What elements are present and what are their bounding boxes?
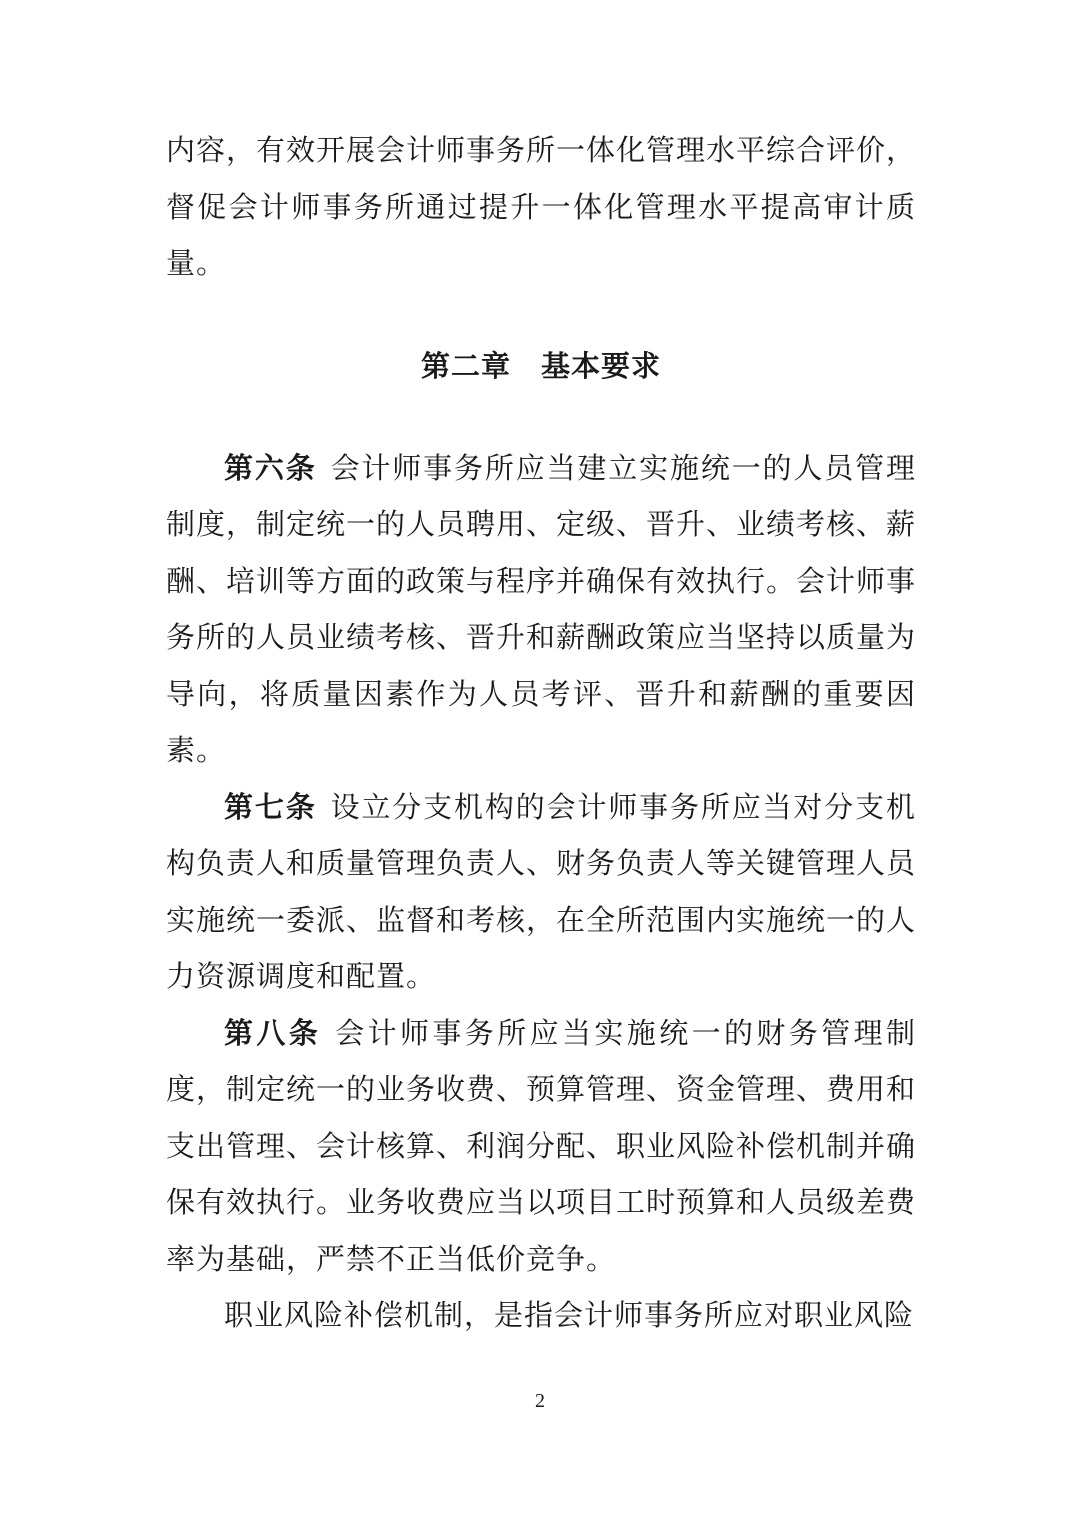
chapter-number: 第二章 [420,348,511,383]
page-number: 2 [535,1390,545,1412]
article-text: 会计师事务所应当建立实施统一的人员管理制度，制定统一的人员聘用、定级、晋升、业绩考核、薪酬、培训等方面的政策与程序并确保有效执行。会计师事务所的人员业绩考核、晋升和薪酬政策应当坚持以质量为导向，将质量因素作为人员考评、晋升和薪酬的重要因素。 [166,450,917,767]
article-6 [166,440,916,779]
chapter-title-text: 基本要求 [541,348,662,383]
chapter-heading [166,338,916,394]
trailing-paragraph: 职业风险补偿机制，是指会计师事务所应对职业风险 [224,1298,915,1332]
page-content [166,122,916,1344]
article-7 [166,779,916,1005]
intro-paragraph: 内容，有效开展会计师事务所一体化管理水平综合评价，督促会计师事务所通过提升一体化管理水平提高审计质量。 [166,133,917,280]
article-label: 第七条 [224,789,317,824]
article-8 [166,1005,916,1288]
article-text: 会计师事务所应当实施统一的财务管理制度，制定统一的业务收费、预算管理、资金管理、费用和支出管理、会计核算、利润分配、职业风险补偿机制并确保有效执行。业务收费应当以项目工时预算和人员级差费率为基础，严禁不正当低价竞争。 [166,1015,917,1276]
article-text: 设立分支机构的会计师事务所应当对分支机构负责人和质量管理负责人、财务负责人等关键管理人员实施统一委派、监督和考核，在全所范围内实施统一的人力资源调度和配置。 [166,789,917,993]
article-label: 第六条 [224,450,317,485]
article-label: 第八条 [224,1015,322,1050]
